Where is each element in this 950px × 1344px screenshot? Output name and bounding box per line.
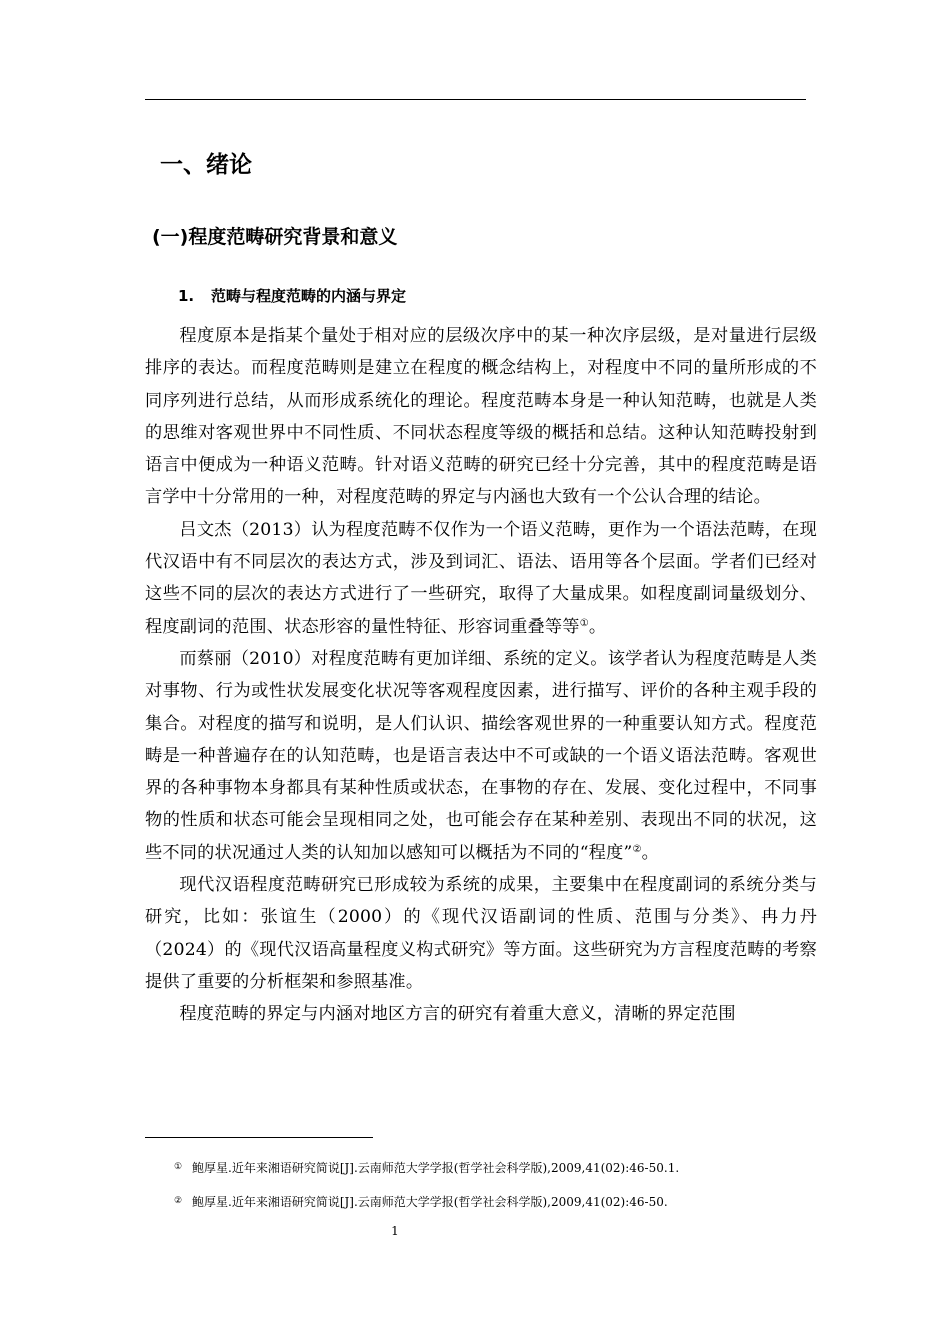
footnote-rule — [145, 1137, 373, 1138]
paragraph-text: 程度范畴的界定与内涵对地区方言的研究有着重大意义，清晰的界定范围 — [179, 1004, 736, 1025]
subsection-heading — [178, 283, 406, 309]
page-number: 1 — [391, 1224, 399, 1238]
footnote-reference[interactable]: ① — [579, 617, 589, 629]
paragraph — [145, 643, 817, 869]
paragraph — [145, 998, 817, 1030]
footnote — [174, 1158, 679, 1177]
paragraph-text: 程度原本是指某个量处于相对应的层级次序中的某一种次序层级，是对量进行层级排序的表达。而程度范畴则是建立在程度的概念结构上，对程度中不同的量所形成的不同序列进行总结，从而形成系统化的理论。程度范畴本身是一种认知范畴，也就是人类的思维对客观世界中不同性质、不同状态程度等级的概括和总结。这种认知范畴投射到语言中便成为一种语义范畴。针对语义范畴的研究已经十分完善，其中的程度范畴是语言学中十分常用的一种，对程度范畴的界定与内涵也大致有一个公认合理的结论。 — [145, 326, 817, 508]
paragraph-tail: 。 — [641, 842, 660, 863]
paragraph-text: 而蔡丽（2010）对程度范畴有更加详细、系统的定义。该学者认为程度范畴是人类对事物、行为或性状发展变化状况等客观程度因素，进行描写、评价的各种主观手段的集合。对程度的描写和说明，是人们认识、描绘客观世界的一种重要认知方式。程度范畴是一种普遍存在的认知范畴，也是语言表达中不可或缺的一个语义语法范畴。客观世界的各种事物本身都具有某种性质或状态，在事物的存在、发展、变化过程中，不同事物的性质和状态可能会呈现相同之处，也可能会存在某种差别、表现出不同的状况，这些不同的状况通过人类的认知加以感知可以概括为不同的“程度” — [145, 648, 817, 863]
paragraph — [145, 869, 817, 998]
header-rule — [145, 99, 806, 100]
body-text — [145, 320, 817, 1031]
footnote — [174, 1192, 668, 1211]
paragraph — [145, 320, 817, 514]
footnote-text: 鲍厚星.近年来湘语研究简说[J].云南师范大学学报(哲学社会科学版),2009,41(02):46-50. — [192, 1195, 668, 1209]
subsection-title: 范畴与程度范畴的内涵与界定 — [211, 287, 407, 305]
paragraph-tail: 。 — [588, 616, 607, 637]
subsection-number: 1. — [178, 287, 195, 305]
paragraph-text: 现代汉语程度范畴研究已形成较为系统的成果，主要集中在程度副词的系统分类与研究，比如：张谊生（2000）的《现代汉语副词的性质、范围与分类》、冉力丹（2024）的《现代汉语高量程度义构式研究》等方面。这些研究为方言程度范畴的考察提供了重要的分析框架和参照基准。 — [145, 875, 817, 992]
footnote-text: 鲍厚星.近年来湘语研究简说[J].云南师范大学学报(哲学社会科学版),2009,41(02):46-50.1. — [192, 1161, 680, 1175]
chapter-heading: 一、绪论 — [160, 152, 252, 178]
section-heading: (一)程度范畴研究背景和意义 — [152, 226, 398, 248]
footnote-mark: ① — [174, 1162, 183, 1172]
paragraph-text: 吕文杰（2013）认为程度范畴不仅作为一个语义范畴，更作为一个语法范畴，在现代汉语中有不同层次的表达方式，涉及到词汇、语法、语用等各个层面。学者们已经对这些不同的层次的表达方式进行了一些研究，取得了大量成果。如程度副词量级划分、程度副词的范围、状态形容的量性特征、形容词重叠等等 — [145, 519, 817, 637]
footnote-reference[interactable]: ② — [632, 843, 642, 855]
footnote-mark: ② — [174, 1196, 183, 1206]
paragraph — [145, 514, 817, 643]
